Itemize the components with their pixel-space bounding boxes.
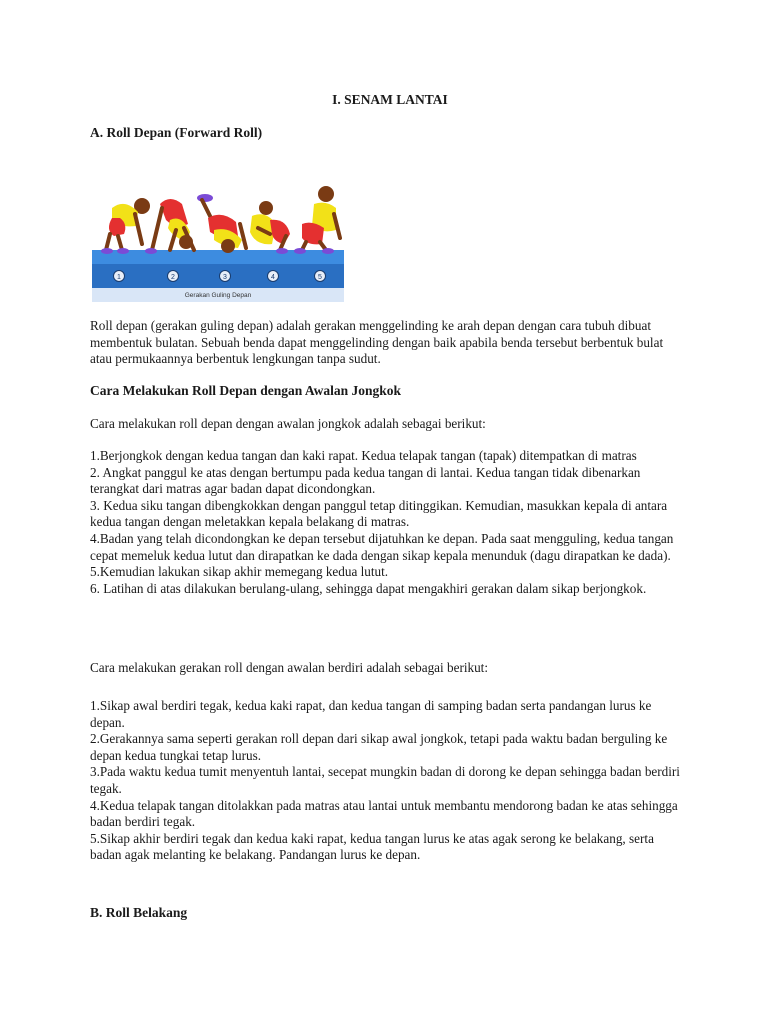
berdiri-steps-list — [90, 698, 680, 864]
section-heading-roll-depan: A. Roll Depan (Forward Roll) — [90, 125, 263, 140]
jongkok-step-1: 1.Berjongkok dengan kedua tangan dan kaki rapat. Kedua telapak tangan (tapak) ditempatkan di matras — [90, 448, 637, 463]
berdiri-step-5: 5.Sikap akhir berdiri tegak dan kedua kaki rapat, kedua tangan lurus ke atas agak serong ke belakang, serta badan agak melanting ke belakang. Pandangan lurus ke depan. — [90, 830, 654, 863]
section-heading-roll-belakang: B. Roll Belakang — [90, 905, 188, 920]
subheading-awalan-jongkok: Cara Melakukan Roll Depan dengan Awalan Jongkok — [90, 383, 402, 398]
jongkok-steps-list — [90, 448, 680, 597]
berdiri-step-4: 4.Kedua telapak tangan ditolakkan pada matras atau lantai untuk membantu mendorong badan ke atas sehingga badan berdiri tegak. — [90, 797, 678, 830]
step-marker-3 — [220, 271, 231, 282]
berdiri-step-3: 3.Pada waktu kedua tumit menyentuh lantai, secepat mungkin badan di dorong ke depan sehingga badan berdiri tegak. — [90, 764, 680, 796]
svg-text:2: 2 — [171, 274, 175, 281]
jongkok-step-6: 6. Latihan di atas dilakukan berulang-ulang, sehingga dapat mengakhiri gerakan dalam sikap berjongkok. — [90, 580, 647, 596]
jongkok-intro — [90, 416, 680, 433]
figure-caption: Gerakan Guling Depan — [184, 292, 252, 299]
berdiri-step-1: 1.Sikap awal berdiri tegak, kedua kaki rapat, dan kedua tangan di samping badan serta pandangan lurus ke depan. — [90, 698, 652, 730]
berdiri-step-2: 2.Gerakannya sama seperti gerakan roll depan dari sikap awal jongkok, tetapi pada waktu badan berguling ke depan kedua tungkai tetap lurus. — [90, 731, 668, 763]
step-marker-1 — [114, 271, 125, 282]
jongkok-step-5: 5.Kemudian lakukan sikap akhir memegang kedua lutut. — [90, 564, 389, 580]
mat-top — [92, 250, 344, 264]
jongkok-intro-text: Cara melakukan roll depan dengan awalan jongkok adalah sebagai berikut: — [90, 416, 486, 431]
berdiri-intro-text: Cara melakukan gerakan roll dengan awalan berdiri adalah sebagai berikut: — [90, 660, 489, 675]
svg-text:1: 1 — [117, 274, 121, 281]
mat-front — [92, 264, 344, 288]
step-marker-2 — [168, 271, 179, 282]
svg-text:5: 5 — [318, 274, 322, 281]
svg-text:4: 4 — [271, 274, 275, 281]
step-marker-5 — [315, 271, 326, 282]
intro-paragraph — [90, 318, 680, 368]
page-title: I. SENAM LANTAI — [332, 92, 448, 107]
intro-text: Roll depan (gerakan guling depan) adalah gerakan menggelinding ke arah depan dengan cara tubuh dibuat membentuk bulatan. Sebuah benda dapat menggelinding dengan baik apabila benda tersebut berbentuk bulat atau permukaannya berbentuk lengkungan tanpa sudut. — [90, 318, 664, 367]
forward-roll-illustration — [90, 184, 346, 302]
step-marker-4 — [268, 271, 279, 282]
svg-text:3: 3 — [223, 274, 227, 281]
jongkok-step-2: 2. Angkat panggul ke atas dengan bertumpu pada kedua tangan di lantai. Kedua tangan tidak dibenarkan terangkat dari matras agar badan dapat dicondongkan. — [90, 464, 641, 497]
jongkok-step-3: 3. Kedua siku tangan dibengkokkan dengan panggul tetap ditinggikan. Kemudian, masukkan kepala di antara kedua tangan dengan meletakkan kepala belakang di matras. — [90, 497, 668, 530]
berdiri-intro — [90, 660, 680, 677]
jongkok-step-4: 4.Badan yang telah dicondongkan ke depan tersebut dijatuhkan ke depan. Pada saat mengguling, kedua tangan cepat memeluk kedua lutut dan dirapatkan ke dada dengan sikap kepala menunduk (dagu dirapatkan ke dada). — [90, 530, 674, 563]
